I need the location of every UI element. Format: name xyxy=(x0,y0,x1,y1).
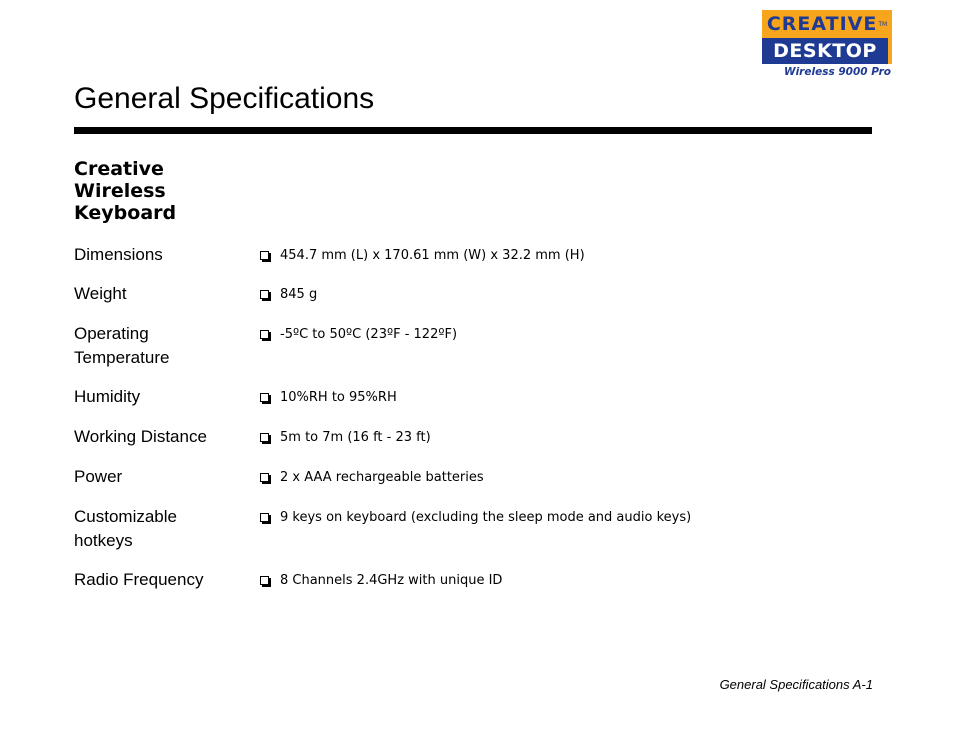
spec-value-text: 9 keys on keyboard (excluding the sleep mode and audio keys) xyxy=(280,510,692,525)
logo-brand-bar xyxy=(762,10,892,38)
checkbox-icon xyxy=(260,473,269,482)
spec-value-text: 5m to 7m (16 ft - 23 ft) xyxy=(280,430,431,445)
spec-value-text: 845 g xyxy=(280,287,318,302)
checkbox-icon xyxy=(260,330,269,339)
spec-value xyxy=(260,287,317,303)
spec-value-text: -5ºC to 50ºC (23ºF - 122ºF) xyxy=(280,327,458,342)
spec-value xyxy=(260,327,457,343)
logo-trademark: TM xyxy=(878,20,888,28)
checkbox-icon xyxy=(260,290,269,299)
spec-label: Operating Temperature xyxy=(74,324,170,367)
spec-value-text: 2 x AAA rechargeable batteries xyxy=(280,470,484,485)
checkbox-icon xyxy=(260,433,269,442)
checkbox-icon xyxy=(260,576,269,585)
spec-label: Dimensions xyxy=(74,245,163,264)
spec-value xyxy=(260,390,397,406)
logo-subtitle: Wireless 9000 Pro xyxy=(784,66,891,78)
spec-value xyxy=(260,430,431,446)
page-footer: General Specifications A-1 xyxy=(719,677,873,692)
spec-value xyxy=(260,470,484,486)
spec-value-text: 8 Channels 2.4GHz with unique ID xyxy=(280,573,503,588)
spec-label: Working Distance xyxy=(74,427,207,446)
spec-label: Radio Frequency xyxy=(74,570,204,589)
checkbox-icon xyxy=(260,513,269,522)
spec-value-text: 454.7 mm (L) x 170.61 mm (W) x 32.2 mm (H) xyxy=(280,248,585,263)
spec-value xyxy=(260,510,691,526)
checkbox-icon xyxy=(260,251,269,260)
spec-value xyxy=(260,248,585,264)
spec-label: Weight xyxy=(74,284,127,303)
section-title: Creative Wireless Keyboard xyxy=(74,158,177,224)
title-rule xyxy=(74,127,872,134)
spec-label: Customizable hotkeys xyxy=(74,507,177,550)
spec-label: Power xyxy=(74,467,123,486)
creative-desktop-logo xyxy=(762,10,892,78)
page-title: General Specifications xyxy=(74,82,375,115)
spec-label: Humidity xyxy=(74,387,141,406)
spec-value-text: 10%RH to 95%RH xyxy=(280,390,397,405)
logo-brand: CREATIVE xyxy=(766,13,878,35)
checkbox-icon xyxy=(260,393,269,402)
spec-value xyxy=(260,573,502,589)
logo-product: DESKTOP xyxy=(762,38,888,64)
